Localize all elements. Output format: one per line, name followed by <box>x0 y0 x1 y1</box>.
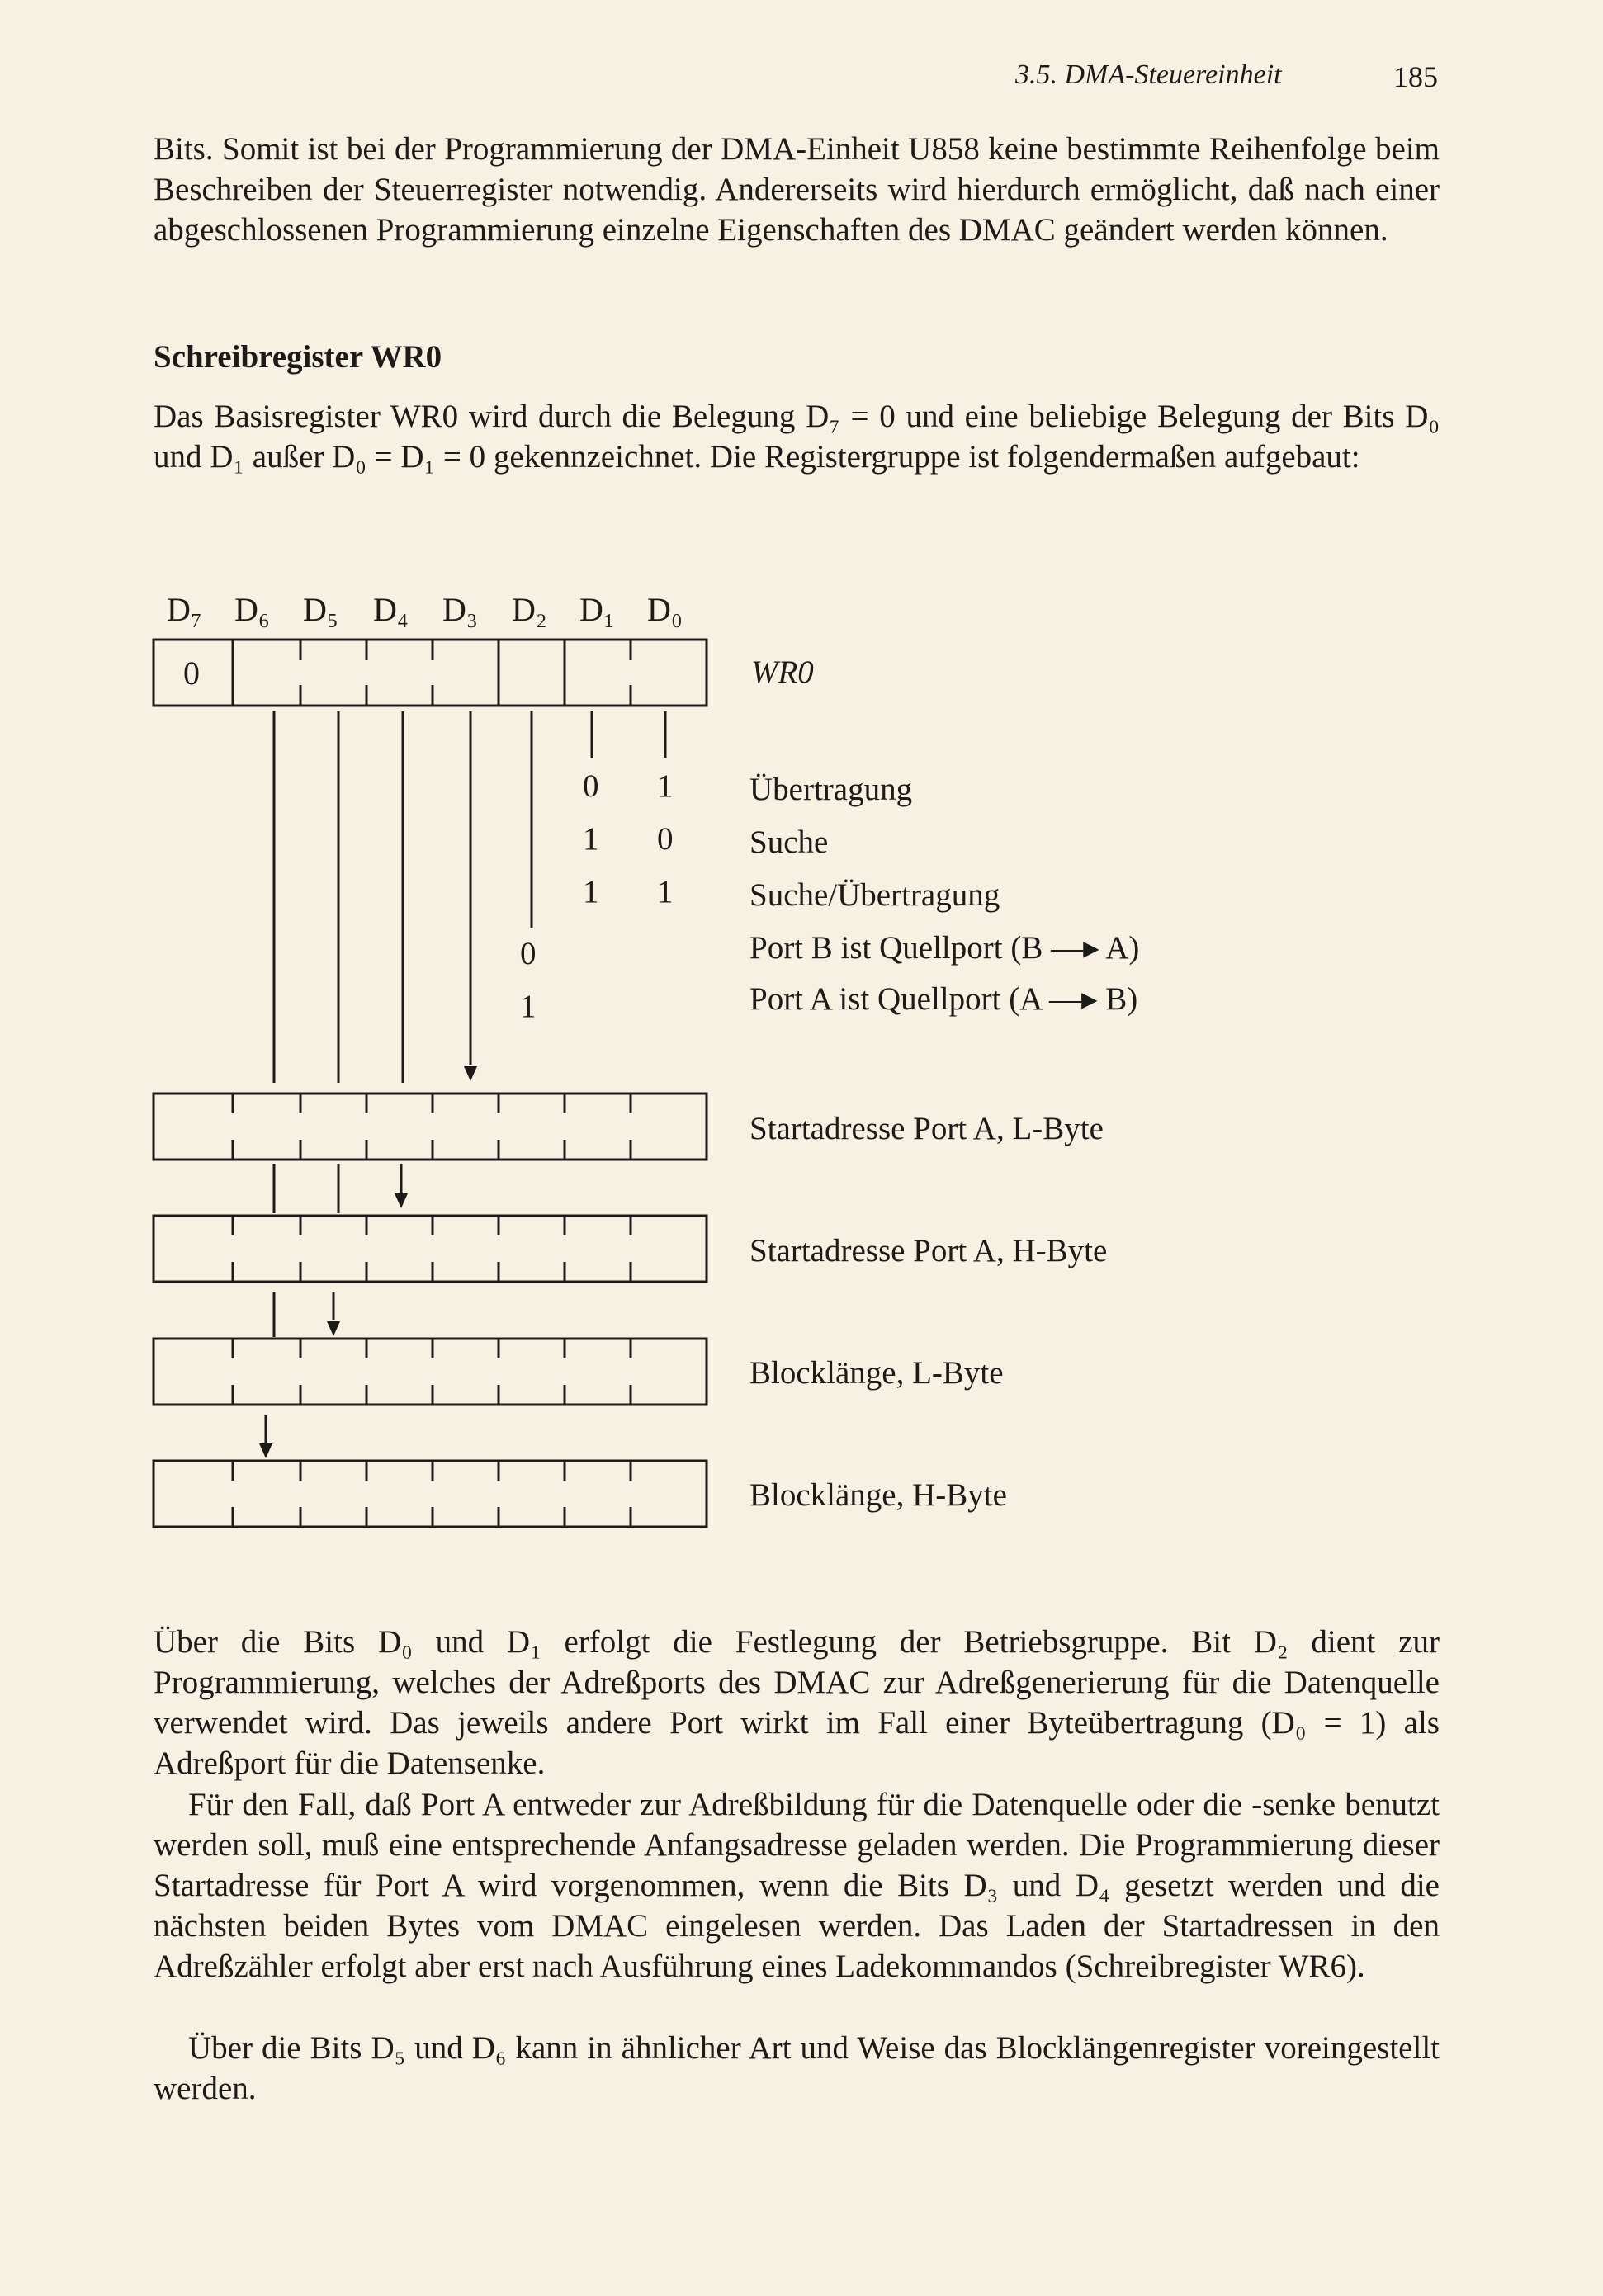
body-paragraph-2: Für den Fall, daß Port A entweder zur Adreßbildung für die Datenquelle oder die -senke benutzt werden soll, muß eine entsprechende Anfangsadresse geladen werden. Die Programmierung dieser Startadresse für Port A wird vorgenommen, wenn die Bits D₃ und D₄ gesetzt werden und die nächsten beiden Bytes vom DMAC eingelesen werden. Das Laden der Startadressen in den Adreßzähler erfolgt aber erst nach Ausführung eines Ladekommandos (Schreibregister WR6). <box>154 1787 1440 1984</box>
body-paragraph-3: Über die Bits D₅ und D₆ kann in ähnlicher Art und Weise das Blocklängenregister voreingestellt werden. <box>154 2030 1440 2106</box>
bit-connector-lines <box>266 711 665 1443</box>
register-box <box>154 1339 707 1405</box>
bit-label: D₅ <box>303 591 338 628</box>
register-label-start-l: Startadresse Port A, L-Byte <box>749 1111 1104 1146</box>
code-d0-value: 1 <box>657 768 674 804</box>
section-intro-paragraph: Das Basisregister WR0 wird durch die Belegung D₇ = 0 und eine beliebige Belegung der Bits D₀ und D₁ außer D₀ = D₁ = 0 gekennzeichnet. Die Registergruppe ist folgendermaßen aufgebaut: <box>154 399 1440 475</box>
code-d2-value: 0 <box>520 936 537 971</box>
intro-paragraph: Bits. Somit ist bei der Programmierung der DMA-Einheit U858 keine bestimmte Reihenfolge beim Beschreiben der Steuerregister notwendig. Andererseits wird hierdurch ermöglicht, daß nach einer abgeschlossenen Programmierung einzelne Eigenschaften des DMAC geändert werden können. <box>154 131 1440 248</box>
running-header: 3.5. DMA-Steuereinheit <box>1015 59 1282 90</box>
register-name-wr0: WR0 <box>751 654 814 690</box>
register-box <box>154 1216 707 1282</box>
page-number: 185 <box>1393 60 1438 93</box>
register-box <box>154 1094 707 1160</box>
arrowheads <box>259 1066 477 1458</box>
bit-label: D₃ <box>442 591 478 628</box>
register-label-block-l: Blocklänge, L-Byte <box>749 1355 1004 1391</box>
code-label-suche-uebertragung: Suche/Übertragung <box>749 877 1000 913</box>
bit-label: D₁ <box>579 591 615 628</box>
code-d0-value: 1 <box>657 874 674 909</box>
d7-value: 0 <box>183 654 200 692</box>
following-register-boxes <box>154 1094 707 1527</box>
code-d2-value: 1 <box>520 989 537 1024</box>
code-d1-value: 1 <box>583 874 599 909</box>
bit-label: D₇ <box>167 591 202 628</box>
code-d1-value: 0 <box>583 768 599 804</box>
register-label-start-h: Startadresse Port A, H-Byte <box>749 1233 1108 1268</box>
bit-label: D₄ <box>373 591 409 628</box>
bit-label: D₆ <box>234 591 270 628</box>
bit-codes <box>520 768 674 1024</box>
section-heading: Schreibregister WR0 <box>154 339 442 375</box>
port-b-source-label: Port B ist Quellport (B —▸ A) <box>749 930 1140 966</box>
register-label-block-h: Blocklänge, H-Byte <box>749 1477 1007 1513</box>
code-d1-value: 1 <box>583 821 599 857</box>
code-label-uebertragung: Übertragung <box>749 772 913 807</box>
port-a-source-label: Port A ist Quellport (A —▸ B) <box>749 981 1138 1017</box>
register-box <box>154 1461 707 1527</box>
wr0-register-box <box>154 640 707 706</box>
bit-label: D₂ <box>512 591 547 628</box>
body-paragraph-1: Über die Bits D₀ und D₁ erfolgt die Festlegung der Betriebsgruppe. Bit D₂ dient zur Programmierung, welches der Adreßports des DMAC zur Adreßgenerierung für die Datenquelle verwendet wird. Das jeweils andere Port wirkt im Fall einer Byteübertragung (D₀ = 1) als Adreßport für die Datensenke. <box>154 1624 1440 1781</box>
bit-label: D₀ <box>647 591 683 628</box>
code-d0-value: 0 <box>657 821 674 857</box>
bit-labels <box>167 591 683 628</box>
code-label-suche: Suche <box>749 824 829 860</box>
